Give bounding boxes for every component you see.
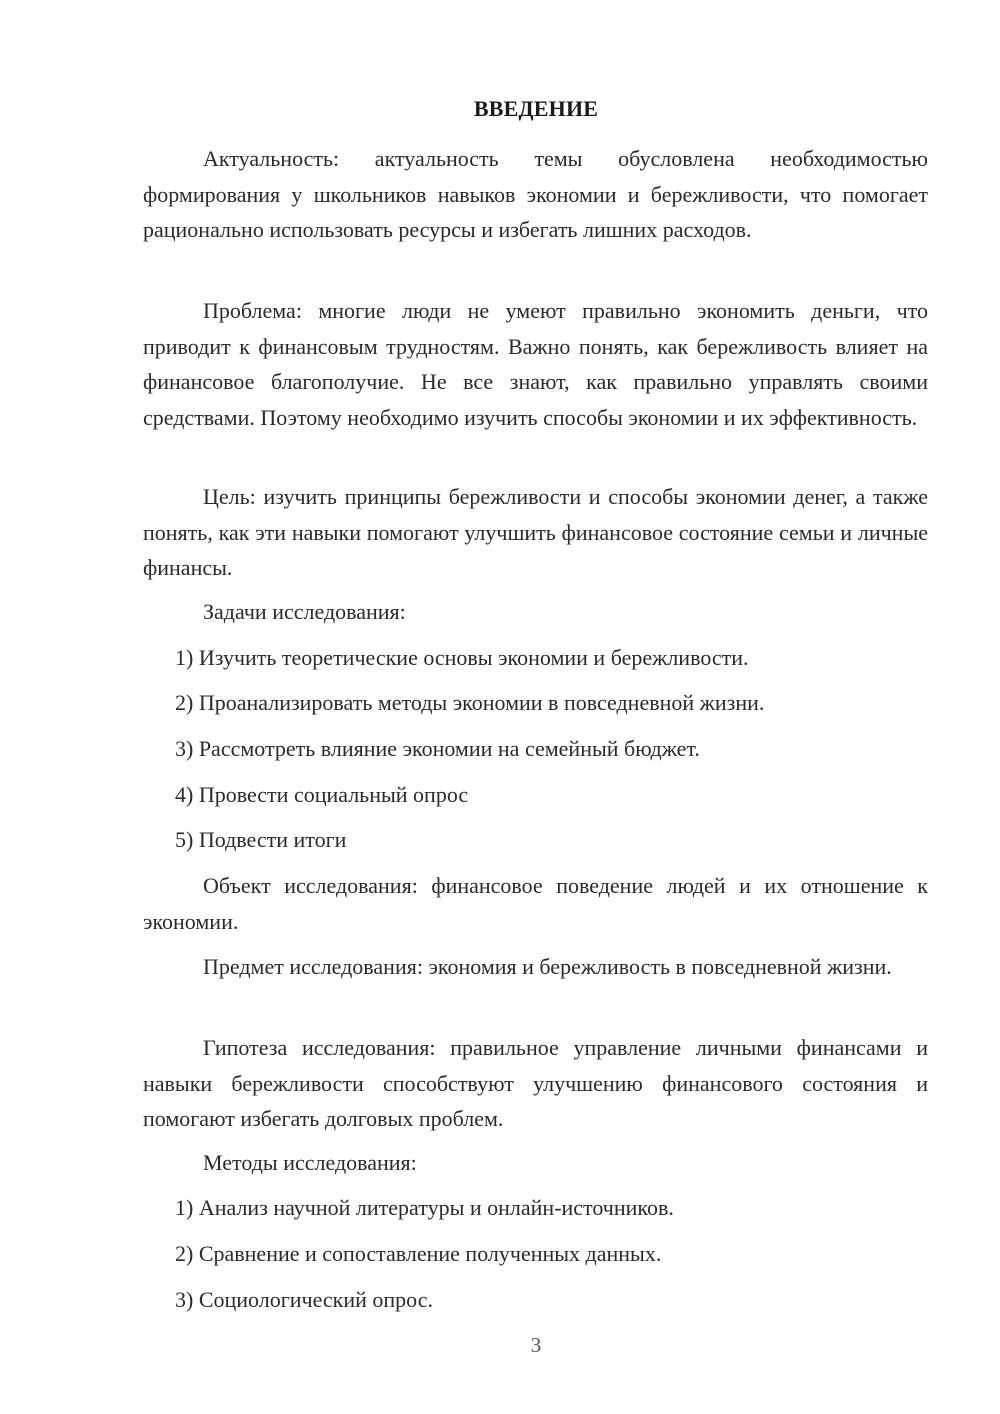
paragraph-hypothesis: Гипотеза исследования: правильное управление личными финансами и навыки бережливости способствуют улучшению финансового состояния и помогают избегать долговых проблем. [143,1035,928,1131]
page-number: 3 [530,1333,542,1357]
methods-title: Методы исследования: [203,1150,417,1175]
paragraph-goal: Цель: изучить принципы бережливости и способы экономии денег, а также понять, как эти навыки помогают улучшить финансовое состояние семьи и личные финансы. [143,484,928,580]
paragraph-relevance: Актуальность: актуальность темы обусловлена необходимостью формирования у школьников навыков экономии и бережливости, что помогает рационально использовать ресурсы и избегать лишних расходов. [143,146,928,242]
task-item: 3) Рассмотреть влияние экономии на семейный бюджет. [175,736,700,761]
method-item: 3) Социологический опрос. [175,1287,433,1312]
task-item: 2) Проанализировать методы экономии в повседневной жизни. [175,690,765,715]
paragraph-problem: Проблема: многие люди не умеют правильно экономить деньги, что приводит к финансовым трудностям. Важно понять, как бережливость влияет на финансовое благополучие. Не все знают, как правильно управлять своими средствами. Поэтому необходимо изучить способы экономии и их эффективность. [143,298,928,430]
paragraph-object: Объект исследования: финансовое поведение людей и их отношение к экономии. [143,873,928,934]
task-item: 1) Изучить теоретические основы экономии и бережливости. [175,645,749,670]
page-title: ВВЕДЕНИЕ [473,96,599,121]
task-item: 5) Подвести итоги [175,827,347,852]
tasks-title: Задачи исследования: [203,599,406,624]
task-item: 4) Провести социальный опрос [175,782,469,807]
paragraph-subject: Предмет исследования: экономия и бережливость в повседневной жизни. [203,954,892,979]
method-item: 2) Сравнение и сопоставление полученных данных. [175,1241,662,1266]
method-item: 1) Анализ научной литературы и онлайн-источников. [175,1195,674,1220]
